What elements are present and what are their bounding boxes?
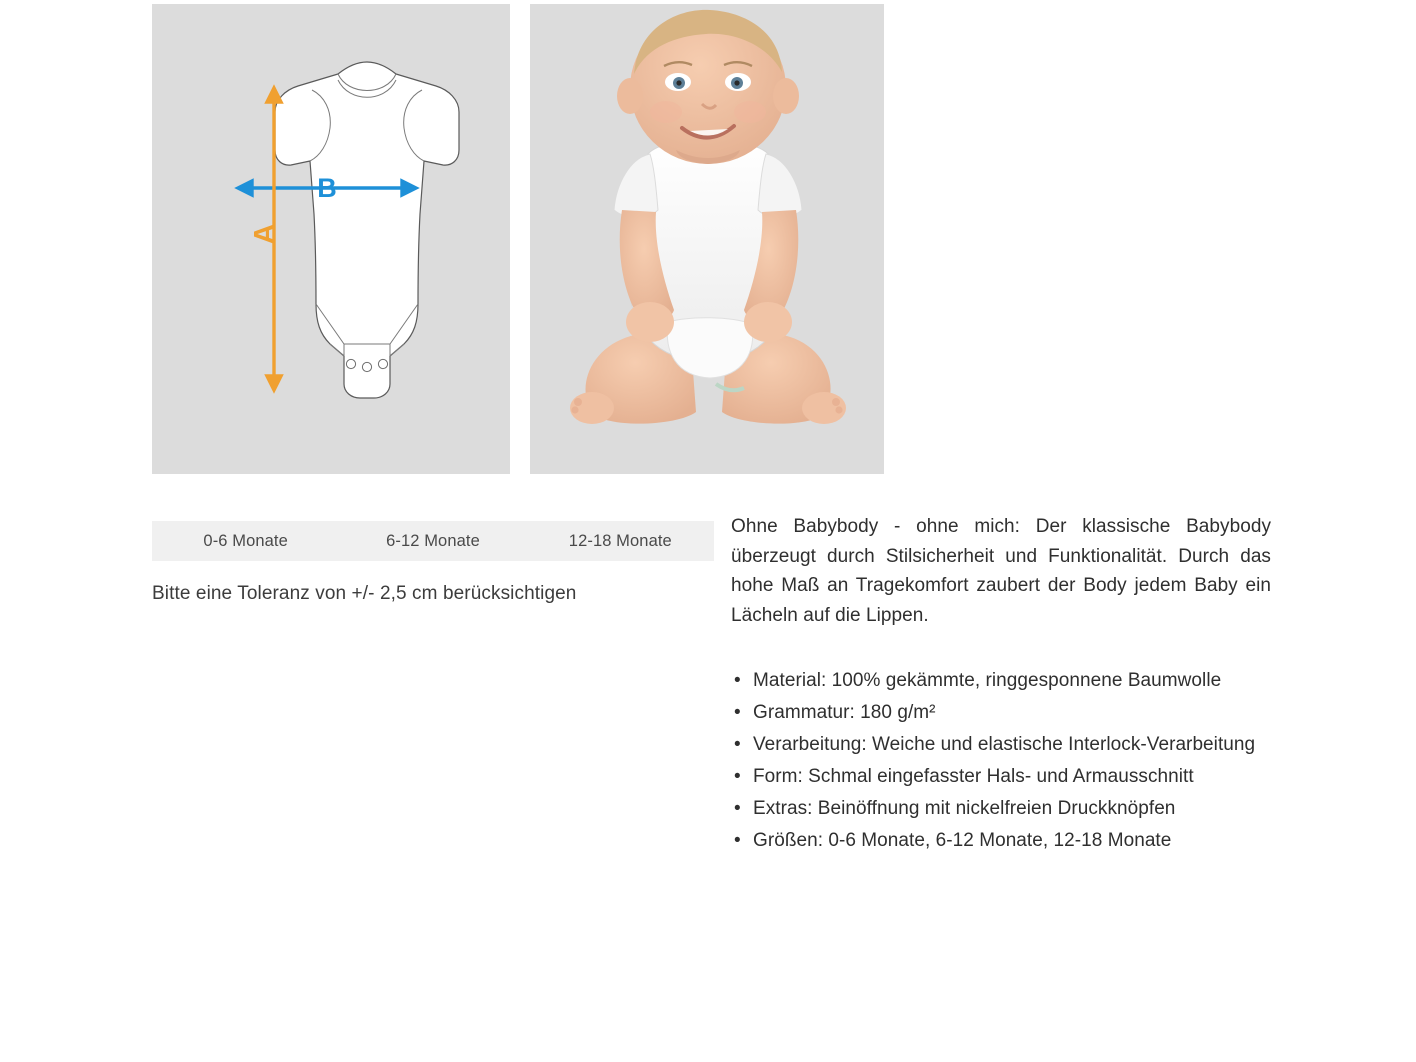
- spec-text: Grammatur: 180 g/m²: [753, 702, 936, 723]
- size-cell-0[interactable]: 0-6 Monate: [203, 531, 288, 550]
- measurement-diagram-image[interactable]: [152, 4, 510, 474]
- spec-item-grammatur: [731, 698, 1271, 728]
- bullet-icon: •: [734, 734, 741, 755]
- spec-text: Verarbeitung: Weiche und elastische Interlock-Verarbeitung: [753, 734, 1256, 755]
- description-intro: Ohne Babybody - ohne mich: Der klassische Babybody überzeugt durch Stilsicherheit und Funktionalität. Durch das hohe Maß an Tragekomfort zaubert der Body jedem Baby ein Lächeln auf die Lippen.: [731, 516, 1271, 626]
- tolerance-note: Bitte eine Toleranz von +/- 2,5 cm berücksichtigen: [152, 583, 577, 604]
- spec-item-groessen: [731, 826, 1271, 856]
- size-cell-1[interactable]: 6-12 Monate: [386, 531, 480, 550]
- size-cell-2[interactable]: 12-18 Monate: [568, 531, 672, 550]
- product-image-row: [152, 4, 1268, 474]
- spec-item-verarbeitung: [731, 730, 1271, 760]
- bullet-icon: •: [734, 766, 741, 787]
- bullet-icon: •: [734, 702, 741, 723]
- spec-item-extras: [731, 794, 1271, 824]
- bullet-icon: •: [734, 830, 741, 851]
- product-spec-list: [731, 666, 1271, 856]
- spec-text: Extras: Beinöffnung mit nickelfreien Druckknöpfen: [753, 798, 1176, 819]
- bullet-icon: •: [734, 670, 741, 691]
- bullet-icon: •: [734, 798, 741, 819]
- measurement-label-b: B: [317, 173, 337, 203]
- spec-item-material: [731, 666, 1271, 696]
- spec-text: Material: 100% gekämmte, ringgesponnene Baumwolle: [753, 670, 1222, 691]
- product-photo-image[interactable]: [530, 4, 884, 474]
- spec-item-form: [731, 762, 1271, 792]
- spec-text: Form: Schmal eingefasster Hals- und Armausschnitt: [753, 766, 1194, 787]
- product-description: [731, 512, 1271, 858]
- measurement-label-a: A: [249, 223, 281, 245]
- size-table: [152, 521, 714, 561]
- spec-text: Größen: 0-6 Monate, 6-12 Monate, 12-18 Monate: [753, 830, 1172, 851]
